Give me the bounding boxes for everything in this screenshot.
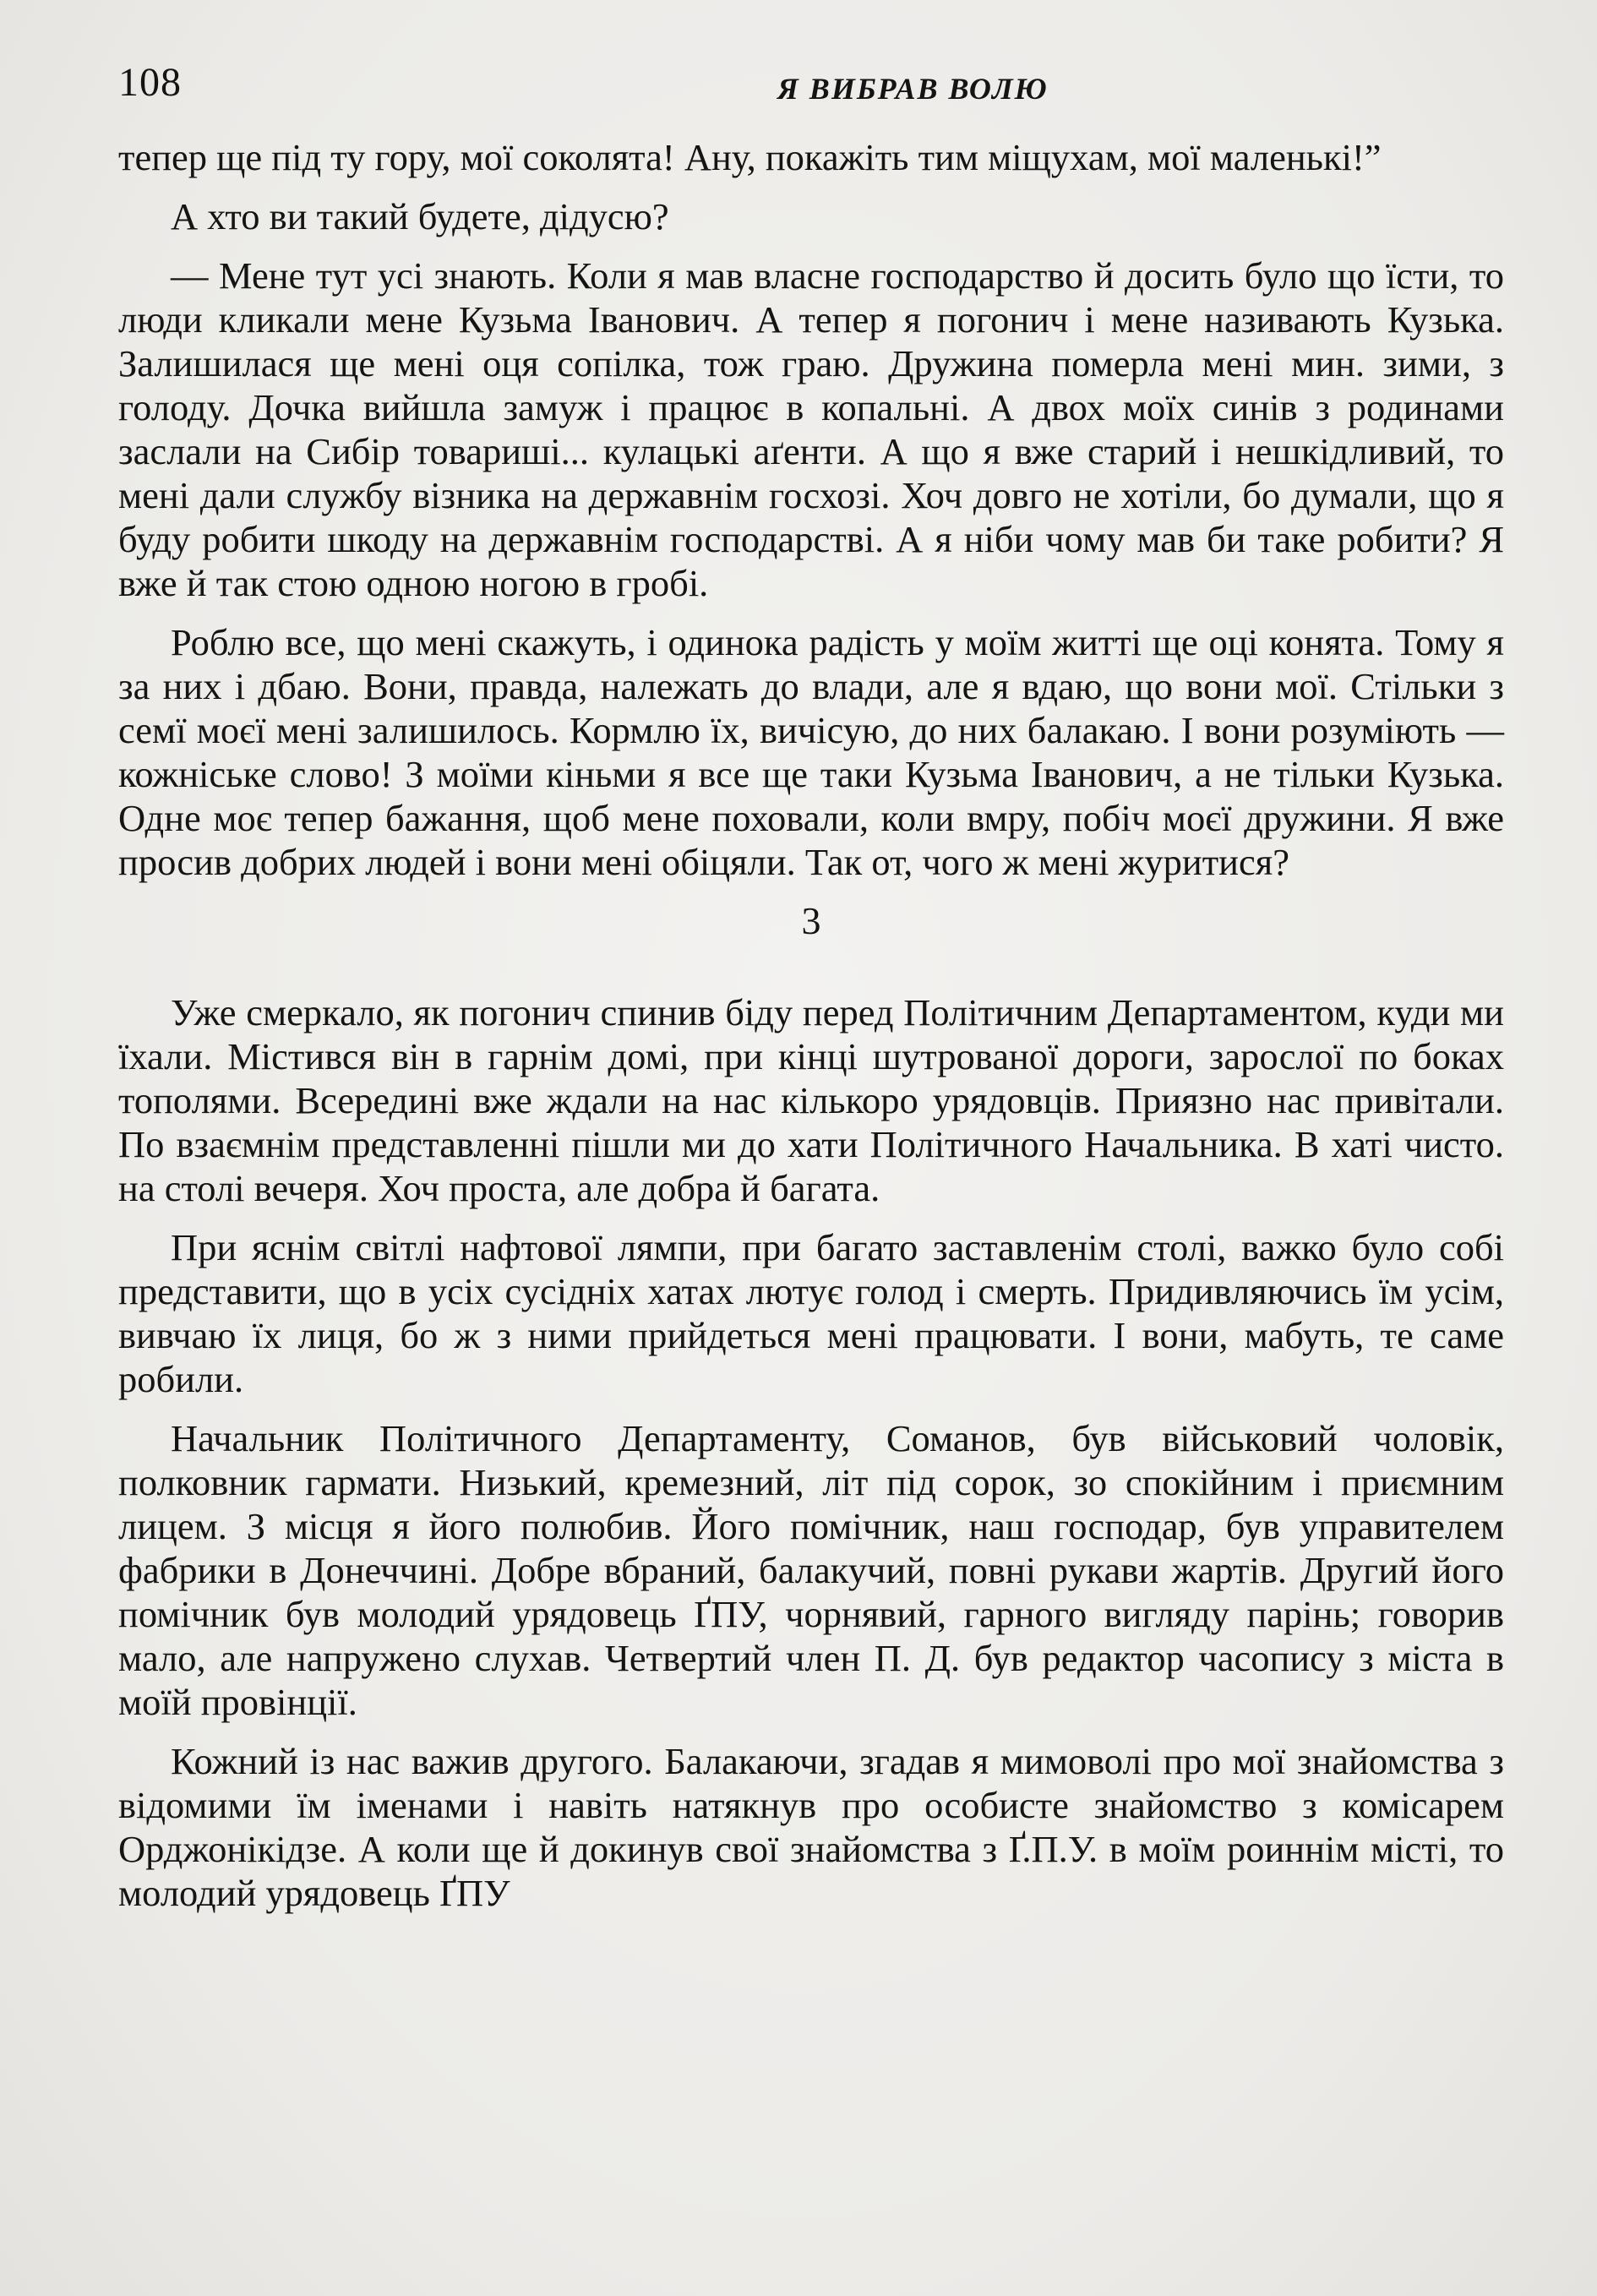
paragraph: А хто ви такий будете, дідусю? — [171, 195, 669, 237]
paragraph: Начальник Політичного Департаменту, Соманов, був військовий чоловік, полковник гармати. Низький, кремезний, літ під сорок, зо спокійним і приємним лицем. З місця я його полюбив. Його помічник, наш господар, був управителем фабрики в Донеччині. Добре вбраний, балакучий, повні рукави жартів. Другий його помічник був молодий урядовець ҐПУ, чорнявий, гарного вигляду парінь; говорив мало, але напружено слухав. Четвертий член П. Д. був редактор часопису з міста в моїй провінції. — [118, 1417, 1504, 1723]
page-header — [118, 59, 1513, 110]
section-number: 3 — [801, 899, 821, 942]
paragraph: Уже смеркало, як погонич спинив біду перед Політичним Департаментом, куди ми їхали. Містився він в гарнім домі, при кінці шутрованої дороги, зарослої по боках тополями. Всередині вже ждали на нас кількоро урядовців. Приязно нас привітали. По взаємнім представленні пішли ми до хати Політичного Начальника. В хаті чисто. на столі вечеря. Хоч проста, але добра й багата. — [118, 991, 1504, 1209]
paragraph: тепер ще під ту гору, мої соколята! Ану, покажіть тим міщухам, мої маленькі!” — [118, 136, 1382, 178]
running-title: Я ВИБРАВ ВОЛЮ — [777, 72, 1049, 106]
paragraph: Кожний із нас важив другого. Балакаючи, згадав я мимоволі про мої знайомства з відомими їм іменами і навіть натякнув про особисте знайомство з комісарем Орджонікідзе. А коли ще й докинув свої знайомства з Ґ.П.У. в моїм роиннім місті, то молодий урядовець ҐПУ — [118, 1740, 1504, 1914]
paragraph: При яснім світлі нафтової лямпи, при багато заставленім столі, важко було собі представити, що в усіх сусідніх хатах лютує голод і смерть. Придивляючись їм усім, вивчаю їх лиця, бо ж з ними прийдеться мені працювати. І вони, мабуть, те саме робили. — [118, 1226, 1504, 1400]
page-number: 108 — [118, 60, 182, 105]
paragraph: Роблю все, що мені скажуть, і одинока радість у моїм житті ще оці конята. Тому я за них і дбаю. Вони, правда, належать до влади, але я вдаю, що вони мої. Стільки з семї моєї мені залишилось. Кормлю їх, вичісую, до них балакаю. І вони розуміють — кожніське слово! З моїми кіньми я все ще таки Кузьма Іванович, а не тільки Кузька. Одне моє тепер бажання, щоб мене поховали, коли вмру, побіч моєї дружини. Я вже просив добрих людей і вони мені обіцяли. Так от, чого ж мені журитися? — [118, 621, 1504, 883]
body-text — [118, 135, 1504, 1930]
paragraph: — Мене тут усі знають. Коли я мав власне господарство й досить було що їсти, то люди кликали мене Кузьма Іванович. А тепер я погонич і мене називають Кузька. Залишилася ще мені оця сопілка, тож граю. Дружина померла мені мин. зими, з голоду. Дочка вийшла замуж і працює в копальні. А двох моїх синів з родинами заслали на Сибір товариші... кулацькі аґенти. А що я вже старий і нешкідливий, то мені дали службу візника на державнім госхозі. Хоч довго не хотіли, бо думали, що я буду робити шкоду на державнім господарстві. А я ніби чому мав би таке робити? Я вже й так стою одною ногою в гробі. — [118, 254, 1504, 604]
